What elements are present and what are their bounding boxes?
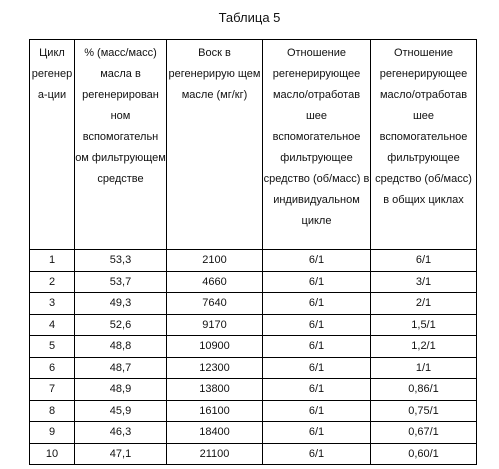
cell-ratio-individual: 6/1 xyxy=(263,250,371,272)
cell-oil-percent: 48,9 xyxy=(75,379,167,401)
table-row xyxy=(30,271,477,293)
cell-ratio-individual: 6/1 xyxy=(263,400,371,422)
cell-wax: 2100 xyxy=(167,250,263,272)
cell-ratio-total: 0,67/1 xyxy=(371,422,477,444)
cell-wax: 7640 xyxy=(167,293,263,315)
header-cycle: Цикл регенер а-ции xyxy=(30,40,75,250)
cell-ratio-individual: 6/1 xyxy=(263,293,371,315)
cell-ratio-total: 1,5/1 xyxy=(371,314,477,336)
cell-ratio-individual: 6/1 xyxy=(263,357,371,379)
table-row xyxy=(30,336,477,358)
header-ratio-individual: Отношение регенерирующее масло/отработав шее вспомогательное фильтрующее средство (об/масс) в индивидуальном цикле xyxy=(263,40,371,250)
cell-ratio-total: 2/1 xyxy=(371,293,477,315)
cell-cycle: 10 xyxy=(30,443,75,465)
table-row xyxy=(30,379,477,401)
data-table xyxy=(29,39,477,465)
cell-ratio-individual: 6/1 xyxy=(263,336,371,358)
cell-ratio-total: 0,86/1 xyxy=(371,379,477,401)
cell-oil-percent: 53,3 xyxy=(75,250,167,272)
cell-oil-percent: 47,1 xyxy=(75,443,167,465)
table-row xyxy=(30,400,477,422)
cell-cycle: 6 xyxy=(30,357,75,379)
cell-wax: 12300 xyxy=(167,357,263,379)
cell-ratio-individual: 6/1 xyxy=(263,379,371,401)
cell-cycle: 9 xyxy=(30,422,75,444)
cell-ratio-total: 1,2/1 xyxy=(371,336,477,358)
cell-oil-percent: 53,7 xyxy=(75,271,167,293)
table-row xyxy=(30,250,477,272)
cell-cycle: 7 xyxy=(30,379,75,401)
cell-cycle: 4 xyxy=(30,314,75,336)
cell-ratio-total: 6/1 xyxy=(371,250,477,272)
cell-ratio-total: 0,60/1 xyxy=(371,443,477,465)
cell-cycle: 1 xyxy=(30,250,75,272)
cell-oil-percent: 49,3 xyxy=(75,293,167,315)
cell-wax: 16100 xyxy=(167,400,263,422)
cell-ratio-total: 0,75/1 xyxy=(371,400,477,422)
cell-oil-percent: 48,7 xyxy=(75,357,167,379)
table-row xyxy=(30,443,477,465)
header-ratio-total: Отношение регенерирующее масло/отработав шее вспомогательное фильтрующее средство (об/масс) в общих циклах xyxy=(371,40,477,250)
cell-cycle: 3 xyxy=(30,293,75,315)
cell-wax: 13800 xyxy=(167,379,263,401)
table-caption: Таблица 5 xyxy=(218,10,281,25)
cell-wax: 18400 xyxy=(167,422,263,444)
header-row xyxy=(30,40,477,250)
cell-ratio-individual: 6/1 xyxy=(263,443,371,465)
cell-oil-percent: 46,3 xyxy=(75,422,167,444)
header-wax: Воск в регенерирую щем масле (мг/кг) xyxy=(167,40,263,250)
cell-wax: 9170 xyxy=(167,314,263,336)
cell-cycle: 5 xyxy=(30,336,75,358)
cell-ratio-total: 1/1 xyxy=(371,357,477,379)
table-row xyxy=(30,314,477,336)
cell-ratio-total: 3/1 xyxy=(371,271,477,293)
cell-ratio-individual: 6/1 xyxy=(263,314,371,336)
cell-oil-percent: 52,6 xyxy=(75,314,167,336)
cell-oil-percent: 48,8 xyxy=(75,336,167,358)
cell-cycle: 8 xyxy=(30,400,75,422)
header-oil-percent: % (масс/масс) масла в регенерирован ном вспомогательн ом фильтрующем средстве xyxy=(75,40,167,250)
cell-cycle: 2 xyxy=(30,271,75,293)
table-row xyxy=(30,422,477,444)
cell-wax: 10900 xyxy=(167,336,263,358)
cell-wax: 4660 xyxy=(167,271,263,293)
table-row xyxy=(30,293,477,315)
cell-ratio-individual: 6/1 xyxy=(263,422,371,444)
cell-wax: 21100 xyxy=(167,443,263,465)
table-row xyxy=(30,357,477,379)
cell-ratio-individual: 6/1 xyxy=(263,271,371,293)
cell-oil-percent: 45,9 xyxy=(75,400,167,422)
